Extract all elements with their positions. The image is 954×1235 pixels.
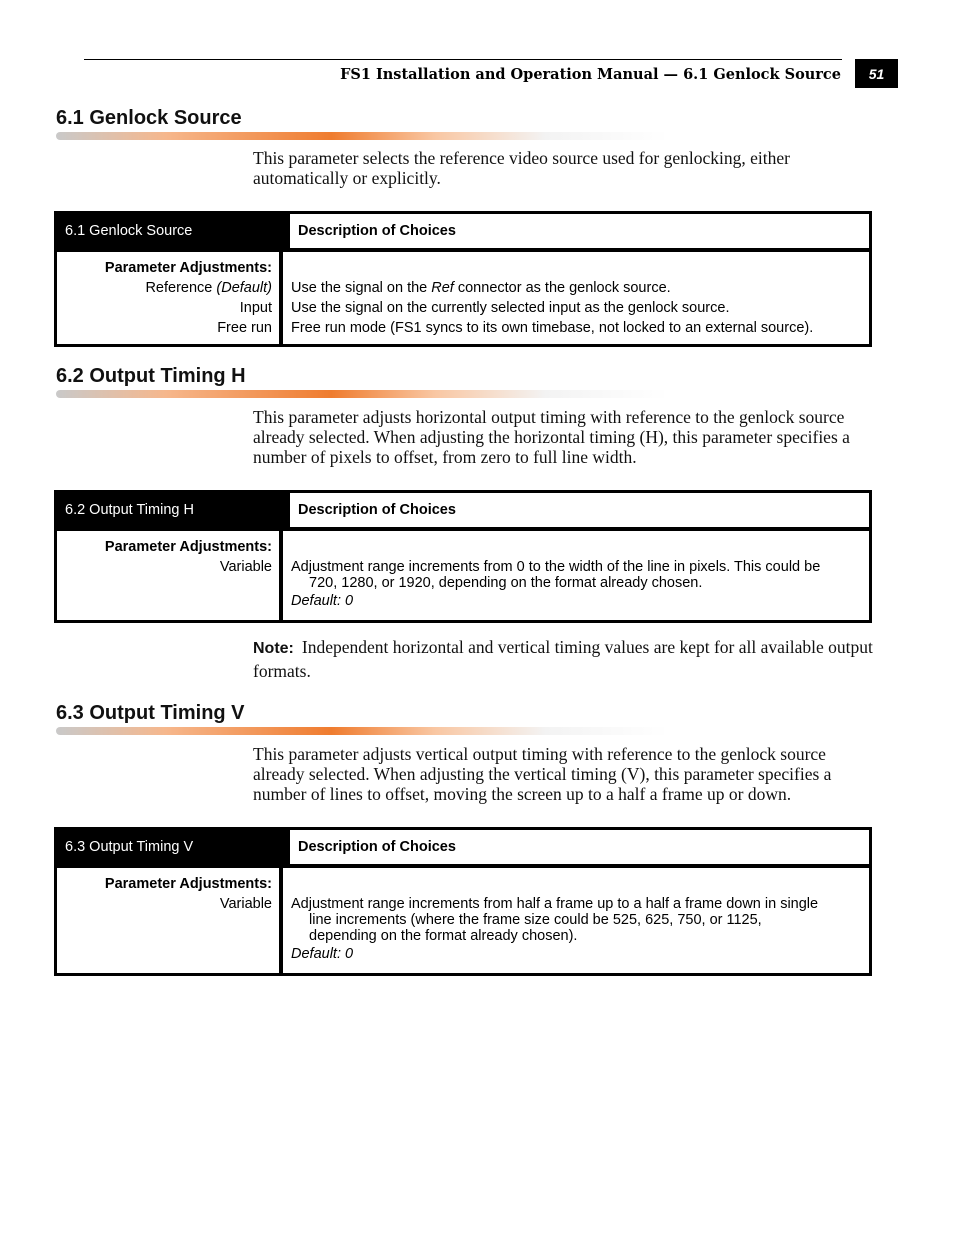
table-header-row (57, 493, 869, 527)
parameter-adjustments-label: Parameter Adjustments: (104, 876, 272, 892)
section-underline-bar (56, 132, 668, 140)
parameter-adjustments-label: Parameter Adjustments: (104, 260, 272, 276)
choices-cell (57, 531, 279, 620)
description-reference: Use the signal on the Ref connector as the genlock source. (291, 280, 671, 296)
descriptions-cell (283, 868, 869, 973)
table-header-row (57, 830, 869, 864)
section-title: 6.2 Output Timing H (56, 365, 246, 387)
choice-free-run: Free run (217, 320, 272, 336)
section-intro: This parameter adjusts horizontal output timing with reference to the genlock source already selected. When adjusting the horizontal timing (H), this parameter specifies a number of pixels to offset, from zero to full line width. (253, 407, 850, 467)
choice-variable: Variable (219, 896, 272, 912)
description-header-cell: Description of Choices (290, 214, 869, 248)
choice-reference: Reference (Default) (145, 280, 272, 296)
descriptions-cell (283, 531, 869, 620)
choices-cell (57, 252, 279, 344)
section-intro: This parameter adjusts vertical output timing with reference to the genlock source already selected. When adjusting the vertical timing (V), this parameter specifies a number of lines to offset, moving the screen up to a half a frame up or down. (253, 744, 832, 804)
page-number: 51 (855, 59, 898, 88)
description-variable: Adjustment range increments from half a frame up to a half a frame down in single line increments (where the frame size could be 525, 625, 750, or 1125, depending on the format already chosen). (291, 896, 819, 944)
parameter-table-timing-v (54, 827, 872, 976)
description-variable: Adjustment range increments from 0 to the width of the line in pixels. This could be 720, 1280, or 1920, depending on the format already chosen. (291, 559, 821, 591)
descriptions-cell (283, 252, 869, 344)
note-block (253, 636, 873, 682)
section-underline-bar (56, 390, 668, 398)
header-rule (84, 59, 842, 60)
table-header-row (57, 214, 869, 248)
table-body-row (57, 252, 869, 344)
parameter-name-cell: 6.2 Output Timing H (57, 493, 286, 527)
note-text: Independent horizontal and vertical timing values are kept for all available output formats. (253, 637, 873, 681)
default-value: Default: 0 (291, 946, 354, 962)
parameter-adjustments-label: Parameter Adjustments: (104, 539, 272, 555)
section-underline-bar (56, 727, 668, 735)
choice-input: Input (239, 300, 272, 316)
table-body-row (57, 531, 869, 620)
parameter-name-cell: 6.1 Genlock Source (57, 214, 286, 248)
parameter-name-cell: 6.3 Output Timing V (57, 830, 286, 864)
description-header-cell: Description of Choices (290, 493, 869, 527)
description-input: Use the signal on the currently selected input as the genlock source. (291, 300, 730, 316)
choice-variable: Variable (219, 559, 272, 575)
section-intro: This parameter selects the reference video source used for genlocking, either automatically or explicitly. (253, 148, 790, 188)
parameter-table-timing-h (54, 490, 872, 623)
description-header-cell: Description of Choices (290, 830, 869, 864)
section-title: 6.3 Output Timing V (56, 702, 245, 724)
section-title: 6.1 Genlock Source (56, 107, 242, 129)
choices-cell (57, 868, 279, 973)
parameter-table-genlock (54, 211, 872, 347)
running-head: FS1 Installation and Operation Manual — 6.1 Genlock Source (340, 66, 841, 83)
default-value: Default: 0 (291, 593, 354, 609)
table-body-row (57, 868, 869, 973)
description-free-run: Free run mode (FS1 syncs to its own timebase, not locked to an external source). (291, 320, 814, 336)
note-label: Note: (253, 640, 294, 657)
